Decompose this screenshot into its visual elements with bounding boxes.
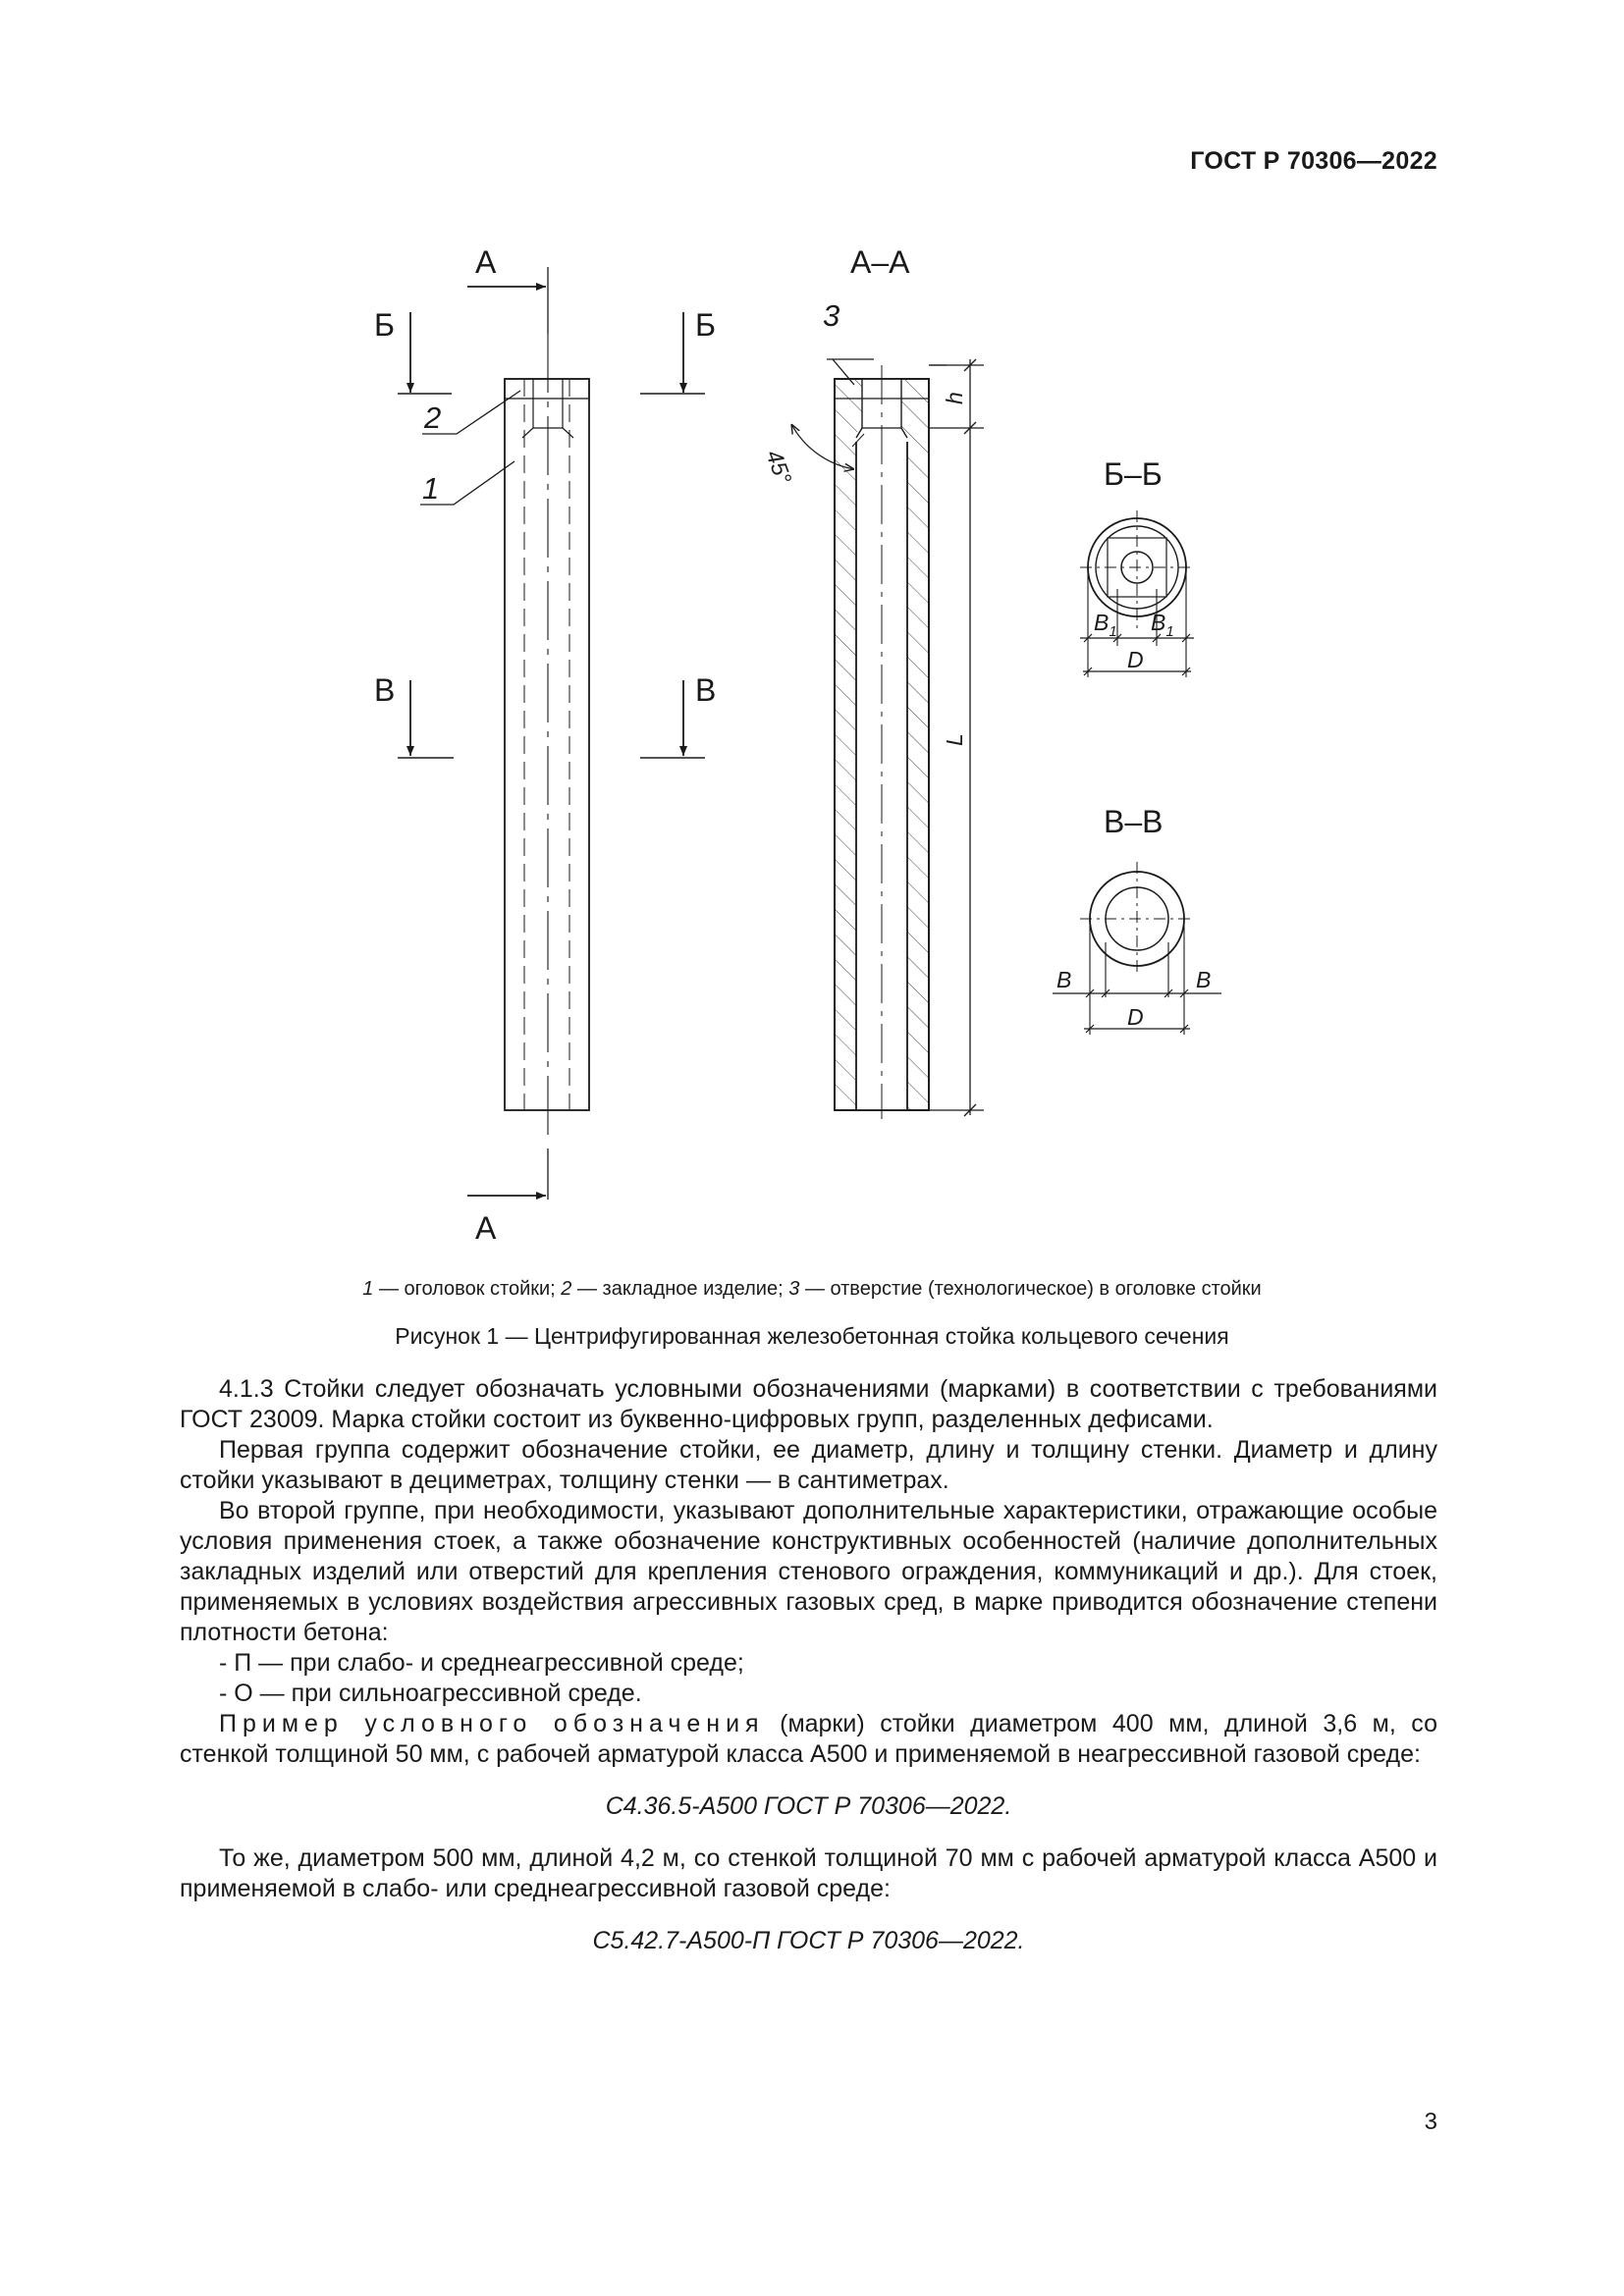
section-label-v-left: В: [374, 672, 396, 708]
dim-b1-right: $B_1$: [1151, 610, 1174, 640]
callout-3: 3: [823, 298, 840, 333]
section-title-b-b: Б–Б: [1104, 456, 1163, 492]
list-item: - О — при сильноагрессивной среде.: [219, 1680, 642, 1707]
formula-1: С4.36.5-А500 ГОСТ Р 70306—2022.: [605, 1792, 1012, 1820]
list-item: - П — при слабо- и среднеагрессивной среде;: [219, 1649, 744, 1677]
paragraph: 4.1.3 Стойки следует обозначать условными обозначениями (марками) в соответствии с требованиями ГОСТ 23009. Марка стойки состоит из буквенно-цифровых групп, разделенных дефисами.: [180, 1375, 1437, 1433]
section-label-v-right: В: [695, 672, 717, 708]
dim-L: L: [942, 733, 967, 746]
section-title-a-a: А–А: [850, 244, 910, 280]
section-label-b-left: Б: [374, 307, 395, 343]
section-label-b-right: Б: [695, 307, 716, 343]
paragraph: Во второй группе, при необходимости, указывают дополнительные характеристики, отражающие особые условия применения стоек, а также обозначение конструктивных особенностей (наличие дополнительных закладных изделий или отверстий для крепления стенового ограждения, коммуникаций и др.). Для стоек, применяемых в условиях воздействия агрессивных газовых сред, в марке приводится обозначение степени плотности бетона:: [180, 1497, 1437, 1646]
dim-d-vv: D: [1127, 1004, 1144, 1030]
section-title-v-v: В–В: [1104, 804, 1164, 839]
figure-caption: Рисунок 1 — Центрифугированная железобетонная стойка кольцевого сечения: [395, 1323, 1229, 1349]
paragraph: Первая группа содержит обозначение стойки, ее диаметр, длину и толщину стенки. Диаметр и длину стойки указывают в дециметрах, толщину стенки — в сантиметрах.: [180, 1436, 1437, 1494]
dim-b1-left: $B_1$: [1094, 610, 1117, 640]
section-label-a-top: А: [475, 244, 497, 280]
dim-d-bb: D: [1127, 647, 1144, 672]
page-number: 3: [1424, 2109, 1437, 2135]
section-label-a-bottom: А: [475, 1210, 497, 1246]
paragraph-example: Пример условного обозначения (марки) стойки диаметром 400 мм, длиной 3,6 м, со стенкой толщиной 50 мм, с рабочей арматурой класса А500 и применяемой в неагрессивной газовой среде:: [180, 1710, 1437, 1768]
dim-angle: 45°: [761, 446, 797, 488]
callout-2: 2: [424, 400, 442, 435]
front-view: [398, 267, 705, 1200]
dim-h: h: [942, 392, 967, 404]
paragraph: То же, диаметром 500 мм, длиной 4,2 м, со стенкой толщиной 70 мм с рабочей арматурой класса А500 и применяемой в слабо- или среднеагрессивной газовой среде:: [180, 1844, 1437, 1902]
callout-1: 1: [422, 471, 440, 506]
document-header: ГОСТ Р 70306—2022: [1190, 147, 1437, 175]
dim-b-right: B: [1196, 967, 1212, 992]
dim-b-left: B: [1056, 967, 1072, 992]
body-text: [180, 1374, 1437, 1978]
figure-legend: 1 — оголовок стойки; 2 — закладное изделие; 3 — отверстие (технологическое) в оголовке стойки: [362, 1278, 1262, 1300]
formula-2: С5.42.7-А500-П ГОСТ Р 70306—2022.: [592, 1927, 1025, 1954]
